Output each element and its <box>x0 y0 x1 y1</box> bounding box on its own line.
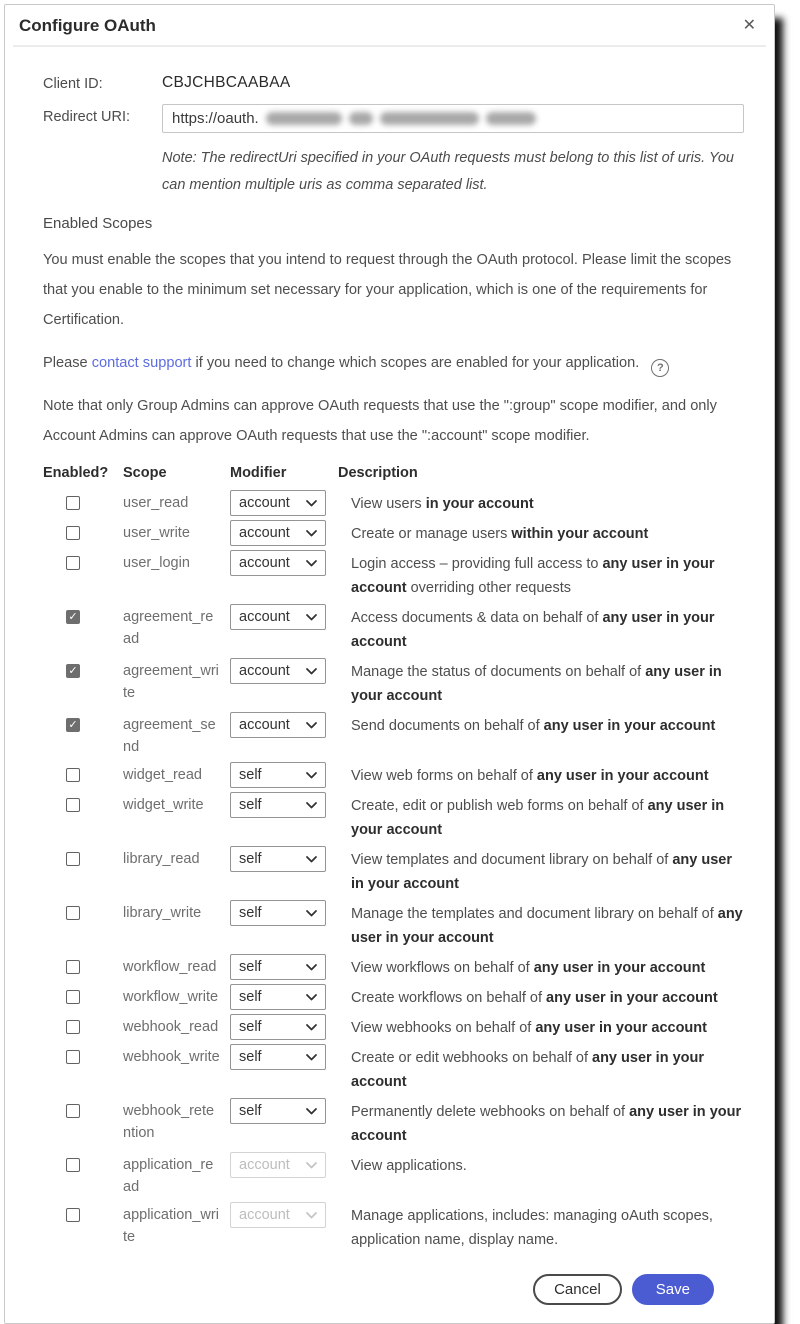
scope-name: workflow_read <box>123 959 217 975</box>
redacted-text <box>486 112 536 125</box>
enabled-cell <box>43 1152 123 1172</box>
modifier-cell <box>230 1202 338 1228</box>
configure-oauth-dialog <box>4 4 775 1324</box>
contact-support-link[interactable]: contact support <box>91 355 192 371</box>
table-row <box>43 900 744 950</box>
scope-checkbox[interactable] <box>66 1104 80 1118</box>
modifier-select[interactable] <box>230 604 326 630</box>
modifier-select[interactable] <box>230 520 326 546</box>
table-row <box>43 1014 744 1040</box>
enabled-cell <box>43 1044 123 1064</box>
redirect-uri-value: https://oauth. <box>172 110 259 127</box>
redirect-uri-row <box>43 104 744 133</box>
table-row <box>43 658 744 708</box>
modifier-cell <box>230 1098 338 1124</box>
modifier-cell <box>230 712 338 738</box>
scope-name: agreement_read <box>123 609 214 647</box>
scope-name: widget_write <box>123 797 204 813</box>
enabled-cell <box>43 550 123 570</box>
table-row <box>43 762 744 788</box>
scope-description: Manage applications, includes: managing oAuth scopes, application name, display name. <box>351 1208 713 1248</box>
modifier-selected-value: account <box>239 525 290 541</box>
scope-name: webhook_write <box>123 1049 220 1065</box>
scope-description: Manage the status of documents on behalf of any user in your account <box>351 664 722 704</box>
modifier-selected-value: self <box>239 989 262 1005</box>
modifier-select[interactable] <box>230 1098 326 1124</box>
modifier-selected-value: account <box>239 555 290 571</box>
chevron-down-icon <box>306 1048 317 1066</box>
scope-name: user_login <box>123 555 190 571</box>
enabled-cell <box>43 846 123 866</box>
enabled-cell <box>43 954 123 974</box>
cancel-button[interactable]: Cancel <box>533 1274 622 1305</box>
scope-checkbox[interactable] <box>66 1050 80 1064</box>
chevron-down-icon <box>306 494 317 512</box>
table-row <box>43 520 744 546</box>
enabled-cell <box>43 520 123 540</box>
chevron-down-icon <box>306 554 317 572</box>
modifier-selected-value: self <box>239 905 262 921</box>
client-id-row <box>43 71 744 92</box>
modifier-select[interactable] <box>230 1152 326 1178</box>
scope-name: library_read <box>123 851 200 867</box>
modifier-selected-value: account <box>239 609 290 625</box>
table-row <box>43 604 744 654</box>
modifier-cell <box>230 984 338 1010</box>
table-row <box>43 712 744 758</box>
modifier-cell <box>230 900 338 926</box>
enabled-scopes-heading: Enabled Scopes <box>43 215 153 232</box>
scope-name: application_write <box>123 1207 219 1245</box>
modifier-cell <box>230 490 338 516</box>
scope-description: Login access – providing full access to any user in your account overriding other requests <box>351 556 715 596</box>
modifier-selected-value: self <box>239 797 262 813</box>
modifier-select[interactable] <box>230 490 326 516</box>
modifier-select[interactable] <box>230 846 326 872</box>
modifier-cell <box>230 1044 338 1070</box>
scope-description: View webhooks on behalf of any user in your account <box>351 1020 707 1036</box>
table-row <box>43 1044 744 1094</box>
enabled-cell <box>43 1202 123 1222</box>
modifier-select[interactable] <box>230 550 326 576</box>
enabled-cell <box>43 1014 123 1034</box>
scope-checkbox[interactable] <box>66 1020 80 1034</box>
table-row <box>43 846 744 896</box>
chevron-down-icon <box>306 796 317 814</box>
scope-name: agreement_send <box>123 717 216 755</box>
modifier-select[interactable] <box>230 1202 326 1228</box>
chevron-down-icon <box>306 766 317 784</box>
redirect-uri-input[interactable] <box>162 104 744 133</box>
table-row <box>43 1152 744 1198</box>
redacted-text <box>349 112 373 125</box>
modifier-selected-value: self <box>239 1019 262 1035</box>
chevron-down-icon <box>306 988 317 1006</box>
scope-description: View workflows on behalf of any user in your account <box>351 960 706 976</box>
scope-name: webhook_read <box>123 1019 219 1035</box>
scope-checkbox[interactable] <box>66 960 80 974</box>
table-row <box>43 984 744 1010</box>
redacted-text <box>380 112 479 125</box>
chevron-down-icon <box>306 904 317 922</box>
chevron-down-icon <box>306 1156 317 1174</box>
modifier-cell <box>230 658 338 684</box>
scope-description: Create, edit or publish web forms on behalf of any user in your account <box>351 798 725 838</box>
table-row <box>43 550 744 600</box>
scope-checkbox[interactable] <box>66 1208 80 1222</box>
modifier-select[interactable] <box>230 1044 326 1070</box>
modifier-select[interactable] <box>230 712 326 738</box>
redirect-uri-note: Note: The redirectUri specified in your OAuth requests must belong to this list of uris. You can mention multiple uris as comma separated list. <box>162 150 734 193</box>
scope-name: application_read <box>123 1157 214 1195</box>
scope-description: Permanently delete webhooks on behalf of any user in your account <box>351 1104 742 1144</box>
scope-table-header <box>43 465 744 481</box>
modifier-selected-value: self <box>239 1049 262 1065</box>
modifier-cell <box>230 954 338 980</box>
scope-description: View applications. <box>351 1158 467 1174</box>
scopes-intro-paragraph: You must enable the scopes that you intend to request through the OAuth protocol. Please limit the scopes that you enable to the minimum set necessary for your application, which is one of the requirements for Certification. <box>43 252 732 328</box>
chevron-down-icon <box>306 524 317 542</box>
scope-name: widget_read <box>123 767 202 783</box>
scope-checkbox[interactable] <box>66 852 80 866</box>
modifier-selected-value: account <box>239 1207 290 1223</box>
enabled-cell <box>43 762 123 782</box>
modifier-cell <box>230 792 338 818</box>
enabled-cell <box>43 984 123 1004</box>
scope-name: agreement_write <box>123 663 219 701</box>
chevron-down-icon <box>306 958 317 976</box>
table-row <box>43 1202 744 1252</box>
scope-checkbox[interactable] <box>66 906 80 920</box>
support-prefix: Please <box>43 355 92 371</box>
scope-description: Access documents & data on behalf of any user in your account <box>351 610 715 650</box>
chevron-down-icon <box>306 662 317 680</box>
scope-checkbox[interactable] <box>66 990 80 1004</box>
modifier-cell <box>230 550 338 576</box>
modifier-selected-value: account <box>239 1157 290 1173</box>
chevron-down-icon <box>306 1018 317 1036</box>
dialog-body <box>5 47 774 1323</box>
scope-name: workflow_write <box>123 989 219 1005</box>
scope-description: View templates and document library on behalf of any user in your account <box>351 852 732 892</box>
scope-description: Create workflows on behalf of any user in your account <box>351 990 718 1006</box>
modifier-select[interactable] <box>230 984 326 1010</box>
contact-support-paragraph <box>43 348 733 378</box>
client-id-value: CBJCHBCAABAA <box>162 74 291 91</box>
modifier-selected-value: self <box>239 1103 262 1119</box>
modifier-cell <box>230 604 338 630</box>
table-row <box>43 792 744 842</box>
scope-description: Create or manage users within your account <box>351 526 649 542</box>
table-row <box>43 1098 744 1148</box>
scope-description: Create or edit webhooks on behalf of any user in your account <box>351 1050 705 1090</box>
scope-name: library_write <box>123 905 202 921</box>
support-suffix: if you need to change which scopes are enabled for your application. <box>191 355 640 371</box>
modifier-select[interactable] <box>230 658 326 684</box>
table-row <box>43 954 744 980</box>
chevron-down-icon <box>306 1206 317 1224</box>
save-button[interactable]: Save <box>632 1274 714 1305</box>
modifier-cell <box>230 846 338 872</box>
scope-rows <box>43 490 744 1252</box>
enabled-cell <box>43 490 123 510</box>
scope-checkbox[interactable] <box>66 526 80 540</box>
scope-checkbox[interactable] <box>66 718 80 732</box>
dialog-footer <box>43 1256 744 1323</box>
scope-description: View web forms on behalf of any user in your account <box>351 768 709 784</box>
chevron-down-icon <box>306 1102 317 1120</box>
chevron-down-icon <box>306 850 317 868</box>
scope-checkbox[interactable] <box>66 610 80 624</box>
scope-description: View users in your account <box>351 496 534 512</box>
scope-name: user_read <box>123 495 189 511</box>
dialog-title: Configure OAuth <box>19 16 156 35</box>
modifier-cell <box>230 1152 338 1178</box>
modifier-selected-value: account <box>239 663 290 679</box>
header-description: Description <box>338 465 418 481</box>
table-row <box>43 490 744 516</box>
modifier-select[interactable] <box>230 900 326 926</box>
enabled-cell <box>43 604 123 624</box>
scope-description: Manage the templates and document library on behalf of any user in your account <box>351 906 743 946</box>
enabled-cell <box>43 900 123 920</box>
chevron-down-icon <box>306 716 317 734</box>
modifier-selected-value: self <box>239 959 262 975</box>
enabled-cell <box>43 1098 123 1118</box>
admin-note-paragraph: Note that only Group Admins can approve OAuth requests that use the ":group" scope modifier, and only Account Admins can approve OAuth requests that use the ":account" scope modifier. <box>43 398 717 444</box>
modifier-cell <box>230 1014 338 1040</box>
dialog-header <box>5 5 774 45</box>
modifier-cell <box>230 520 338 546</box>
scope-name: user_write <box>123 525 190 541</box>
close-icon[interactable]: ✕ <box>742 17 756 34</box>
modifier-select[interactable] <box>230 792 326 818</box>
redirect-uri-label: Redirect URI: <box>43 109 131 125</box>
modifier-selected-value: account <box>239 495 290 511</box>
header-enabled: Enabled? <box>43 465 109 481</box>
enabled-cell <box>43 658 123 678</box>
modifier-selected-value: account <box>239 717 290 733</box>
chevron-down-icon <box>306 608 317 626</box>
enabled-cell <box>43 792 123 812</box>
scope-checkbox[interactable] <box>66 496 80 510</box>
scope-checkbox[interactable] <box>66 556 80 570</box>
scope-checkbox[interactable] <box>66 664 80 678</box>
modifier-cell <box>230 762 338 788</box>
modifier-select[interactable] <box>230 954 326 980</box>
scope-table <box>43 465 744 1252</box>
scope-checkbox[interactable] <box>66 1158 80 1172</box>
scope-checkbox[interactable] <box>66 768 80 782</box>
scope-checkbox[interactable] <box>66 798 80 812</box>
scope-description: Send documents on behalf of any user in your account <box>351 718 716 734</box>
header-scope: Scope <box>123 465 167 481</box>
scope-name: webhook_retention <box>123 1103 215 1141</box>
modifier-selected-value: self <box>239 767 262 783</box>
modifier-select[interactable] <box>230 1014 326 1040</box>
header-modifier: Modifier <box>230 465 287 481</box>
help-icon[interactable]: ? <box>651 359 669 377</box>
redacted-text <box>266 112 342 125</box>
enabled-cell <box>43 712 123 732</box>
modifier-select[interactable] <box>230 762 326 788</box>
client-id-label: Client ID: <box>43 76 103 92</box>
modifier-selected-value: self <box>239 851 262 867</box>
